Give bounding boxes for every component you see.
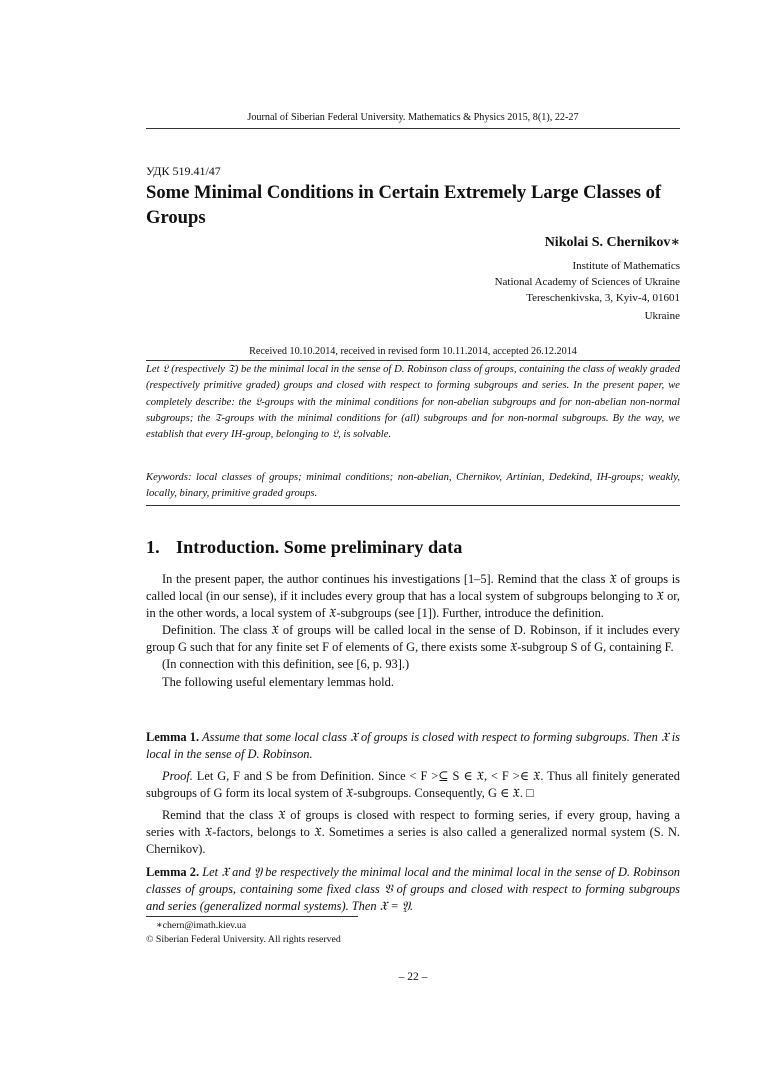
lemma-2 [146, 864, 680, 915]
lemma-1 [146, 729, 680, 763]
author-name: Nikolai S. Chernikov∗ [544, 235, 680, 250]
keywords: Keywords: local classes of groups; minimal conditions; non-abelian, Chernikov, Artinian, Dedekind, IH-groups; weakly, locally, binary, primitive graded groups. [146, 472, 680, 500]
abstract-top-rule [146, 360, 680, 361]
lemma-label: Lemma 1. [146, 730, 200, 744]
lemma-statement: Assume that some local class 𝔛 of groups is closed with respect to forming subgroups. Then 𝔛 is local in the sense of D. Robinson. [146, 730, 681, 762]
paragraph: Remind that the class 𝔛 of groups is closed with respect to forming series, if every group, having a series with 𝔛-factors, belongs to 𝔛. Sometimes a series is also called a generalized normal system (S. N. Chernikov). [146, 808, 680, 857]
paper-page [146, 0, 680, 1080]
paragraph: (In connection with this definition, see [6, p. 93].) [162, 657, 410, 672]
page-number: – 22 – [398, 971, 428, 983]
abstract-bottom-rule [146, 505, 680, 506]
journal-header: Journal of Siberian Federal University. Mathematics & Physics 2015, 8(1), 22-27 [247, 112, 579, 123]
received-dates: Received 10.10.2014, received in revised form 10.11.2014, accepted 26.12.2014 [249, 346, 577, 357]
udk-code: УДК 519.41/47 [146, 164, 221, 178]
proof-label: Proof. [162, 769, 193, 783]
affiliation-country: Ukraine [644, 310, 680, 322]
header-rule [146, 128, 680, 129]
series-paragraph-block [146, 807, 680, 858]
proof-text: Let G, F and S be from Definition. Since < F >⊆ S ∈ 𝔛, < F >∈ 𝔛. Thus all finitely generated subgroups of G form its local system of 𝔛-subgroups. Consequently, G ∈ 𝔛. □ [146, 769, 680, 801]
proof [146, 768, 680, 802]
lemma-statement: Let 𝔛 and 𝔜 be respectively the minimal local and the minimal local in the sense of D. Robinson classes of groups, containing some fixed class 𝔙 of groups and closed with respect to forming subgroups and series (generalized normal systems). Then 𝔛 = 𝔜. [146, 865, 680, 914]
section-number: 1. [146, 537, 160, 557]
footnote-rule [146, 916, 358, 917]
section-title: Introduction. Some preliminary data [176, 537, 463, 557]
affiliation-line: Institute of Mathematics [572, 260, 680, 272]
definition-paragraph: Definition. The class 𝔛 of groups will be called local in the sense of D. Robinson, if it includes every group G such that for any finite set F of elements of G, there exists some 𝔛-subgroup S of G, containing F. [146, 623, 680, 655]
affiliation-line: Tereschenkivska, 3, Kyiv-4, 01601 [526, 292, 680, 304]
footnote-copyright: © Siberian Federal University. All rights reserved [146, 934, 341, 945]
abstract: Let 𝔏 (respectively 𝔗) be the minimal local in the sense of D. Robinson class of groups, containing the class of weakly graded (respectively primitive graded) groups and closed with respect to forming subgroups and series. In the present paper, we completely describe: the 𝔏-groups with the minimal conditions for non-abelian subgroups and for non-abelian non-normal subgroups; the 𝔗-groups with the minimal conditions for (all) subgroups and for non-normal subgroups. By the way, we establish that every IH-group, belonging to 𝔏, is solvable. [146, 364, 680, 441]
paper-title: Some Minimal Conditions in Certain Extremely Large Classes of Groups [146, 182, 662, 228]
footnote-email: ∗chern@imath.kiev.ua [156, 920, 247, 931]
affiliation-line: National Academy of Sciences of Ukraine [494, 276, 680, 288]
paragraph: The following useful elementary lemmas hold. [162, 674, 394, 689]
section-heading [146, 537, 462, 558]
lemma-label: Lemma 2. [146, 865, 200, 879]
paragraph: In the present paper, the author continues his investigations [1–5]. Remind that the class 𝔛 of groups is called local (in our sense), if it includes every group that has a local system of subgroups belonging to 𝔛 or, in the other words, a local system of 𝔛-subgroups (see [1]). Further, introduce the definition. [146, 572, 680, 621]
introduction-text [146, 571, 680, 691]
